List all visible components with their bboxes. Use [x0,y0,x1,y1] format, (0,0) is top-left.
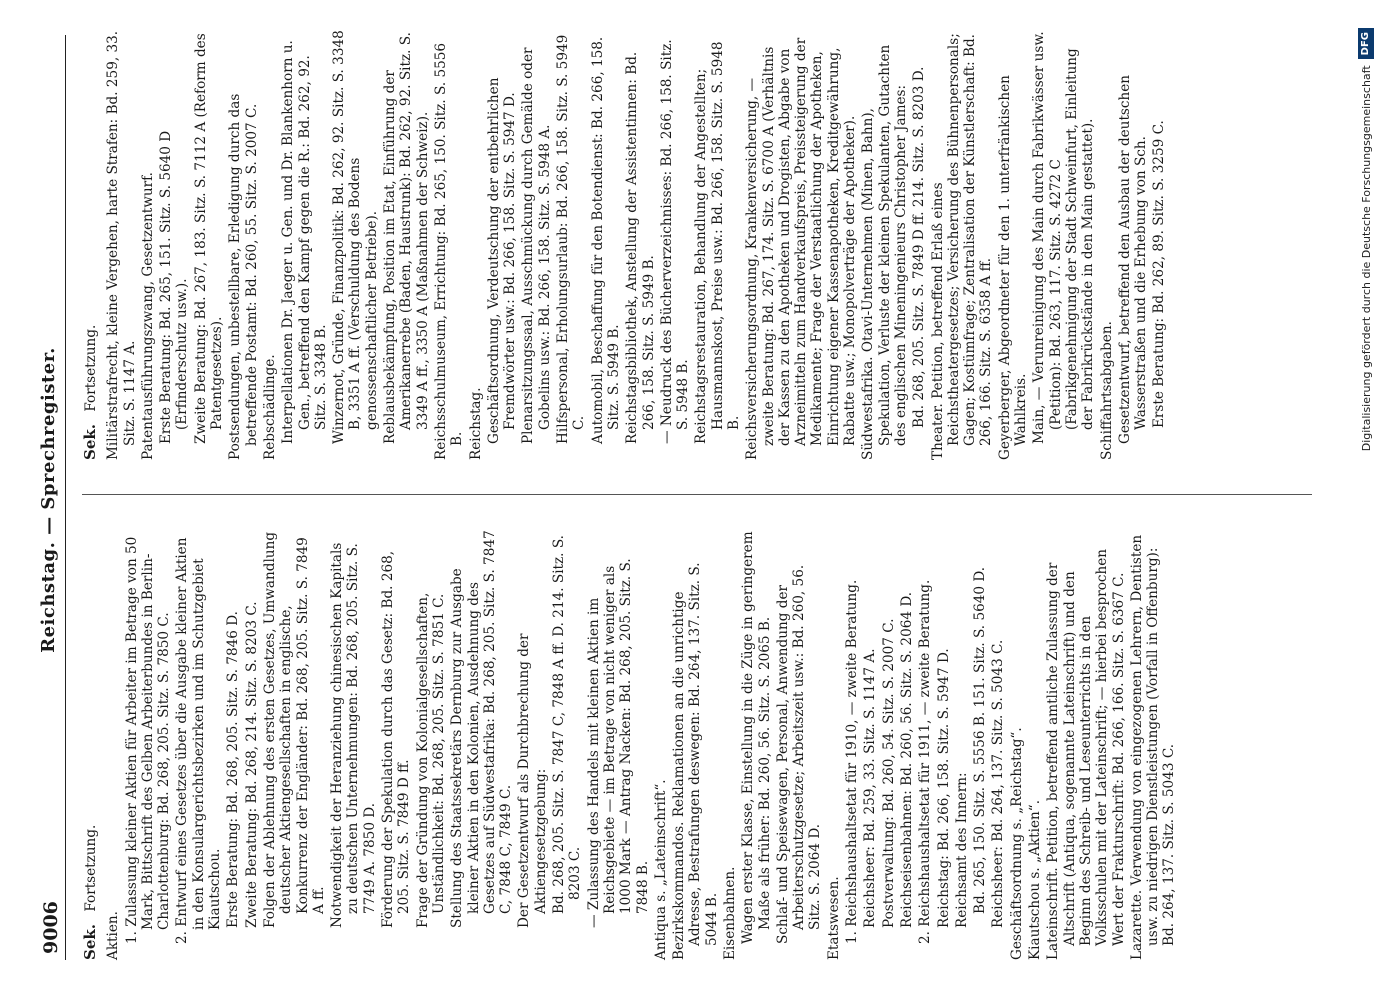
column-head-label: Sek. [81,424,99,460]
index-entry: Postsendungen, unbestellbare, Erledigung durch das betreffende Postamt: Bd. 260, 55. Sitz. S. 2007 C. [227,93,260,460]
index-entry: Reichsversicherungsordnung, Krankenversicherung, — zweite Beratung: Bd. 267, 174. Sitz. S. 6700 A (Verhältnis der Kassen zu den Apotheken und Drogisten, Abgabe von Arzneimitteln zum Handverkaufspreis, Preissteigerung der Medikamente; Frage der Verstaatlichung der Apotheken, Einrichtung eigener Kassenapotheken, Kreditgewährung, Rabatte usw.; Monopolverträge der Apotheker). [744,37,859,460]
index-entry: Geschäftsordnung s. „Reichstag“. [1008,727,1025,960]
right-column-head [82,30,99,460]
index-entry: Gesetzentwurf, betreffend den Ausbau der deutschen Wasserstraßen und die Erhebung von Sch. [1116,74,1150,444]
index-entry: Kiautschou s. „Aktien“. [1027,799,1044,960]
index-entry: — Zulassung des Handels mit kleinen Aktien im Reichsgebiete — im Betrage von nicht weniger als 1000 Mark — Antrag Nacken: Bd. 268, 205. Sitz. S. 7848 B. [585,558,651,928]
index-entry: Reichsschulmuseum, Errichtung: Bd. 265, 150. Sitz. S. 5556 B. [432,42,466,460]
index-entry: Rebschädlinge. [261,354,278,460]
index-entry: Bd. 268, 205. Sitz. S. 7847 C, 7848 A ff. D. 214. Sitz. S. 8203 C. [551,535,584,914]
dfg-logo: DFG [1358,28,1374,59]
index-entry: Zweite Beratung: Bd. 267, 183. Sitz. S. 7112 A (Reform des Patentgesetzes). [192,33,226,444]
index-entry: Lateinschrift. Petition, betreffend amtliche Zulassung der Altschrift (Antiqua, sogenannte Lateinschrift) und den Beginn des Schreib- und Leseunterrichts in den Volksschulen mit der Lateinschrift; — hierbei besprochen Wert der Frakturschrift: Bd. 266, 166. Sitz. S. 6367 C. [1045,548,1127,960]
index-entry: Militärstrafrecht, kleine Vergehen, harte Strafen: Bd. 259, 33. Sitz. S. 1147 A. [105,30,138,460]
index-entry: Lazarette. Verwendung von eingezogenen Lehrern, Dentisten usw. zu niedrigen Dienstleistungen (Vorfall in Offenburg): Bd. 264, 137. Sitz. S. 5043 C. [1128,534,1178,960]
index-entry: 1. Zulassung kleiner Aktien für Arbeiter im Betrage von 50 Mark, Bittschrift des Gelben Arbeiterbundes in Berlin-Charlottenburg: Bd. 268, 205. Sitz. S. 7850 C. [123,536,173,944]
index-entry: Reichstagsrestauration, Behandlung der Angestellten; Hausmannskost, Preise usw.: Bd. 266, 158. Sitz. S. 5948 B. [693,41,742,444]
header-rule [65,35,66,960]
index-entry: Automobil, Beschaffung für den Botendienst: Bd. 266, 158. Sitz. S. 5949 B. [589,36,622,444]
index-entry: Der Gesetzentwurf als Durchbrechung der Aktiengesetzgebung: [516,633,549,928]
index-entry: 2. Reichshaushaltsetat für 1911, — zweite Beratung. [917,579,934,944]
index-entry: Interpellationen Dr. Jaeger u. Gen. und Dr. Blankenhorn u. Gen., betreffend den Kampf gegen die R.: Bd. 262, 92. Sitz. S. 3348 B. [280,40,329,444]
index-entry: Reblausbekämpfung, Position im Etat, Einführung der Amerikanerrebe (Baden, Haustrunk): Bd. 262, 92. Sitz. S. 3349 A ff., 3350 A (Maßnahmen der Schweiz). [382,32,431,444]
index-entry: Postverwaltung: Bd. 260, 54. Sitz. S. 2007 C. [880,618,897,928]
left-column [82,530,1180,960]
index-entry: Geyerberger, Abgeordneter für den 1. unterfränkischen Wahlkreis. [996,75,1030,460]
digitization-footer [1356,28,1376,988]
column-head-text: Fortsetzung. [83,824,99,912]
index-entry: Antiqua s. „Lateinschrift“. [652,779,669,960]
index-entry: Aktien. [105,911,122,960]
index-entry: Theater. Petition, betreffend Erlaß eines Reichstheatergesetzes; Versicherung des Bühnenpersonals; Gagen; Kostümfrage; Zentralisation der Künstlerschaft: Bd. 266, 166. Sitz. S. 6358 A ff. [929,33,995,460]
index-entry: Reichstagsbibliothek, Anstellung der Assistentinnen: Bd. 266, 158. Sitz. S. 5949 B. [624,51,657,444]
index-entry: Frage der Gründung von Kolonialgesellschaften, Unständlichkeit: Bd. 268, 205. Sitz. S. 7851 C. [414,592,447,928]
index-entry: Stellung des Staatssekretärs Dernburg zur Ausgabe kleiner Aktien in den Kolonien, Ausdehnung des Gesetzes auf Südwestafrika: Bd. 268, 205. Sitz. S. 7847 C, 7848 C, 7849 C. [449,530,515,928]
index-entry: Erste Beratung: Bd. 268, 205. Sitz. S. 7846 D. [225,611,242,928]
right-column [82,30,1170,460]
index-entry: Plenarsitzungssaal, Ausschmückung durch Gemälde oder Gobelins usw.: Bd. 266, 158. Sitz. S. 5948 A. [520,47,553,444]
index-entry: Folgen der Ablehnung des ersten Gesetzes, Umwandlung deutscher Aktiengesellschaften in englische, Konkurrenz der Engländer: Bd. 268, 205. Sitz. S. 7849 A ff. [261,531,327,928]
index-entry: Wagen erster Klasse, Einstellung in die Züge in geringerem Maße als früher: Bd. 260, 56. Sitz. S. 2065 B. [740,531,773,944]
index-entry: Reichsamt des Innern: [953,772,970,928]
index-entry: Bd. 265, 150. Sitz. S. 5556 B. 151. Sitz. S. 5640 D. [972,566,989,914]
index-entry: Etatswesen. [825,876,842,960]
index-entry: Eisenbahnen. [721,866,738,960]
left-entry-list [105,530,1177,960]
page-number: 9006 [40,901,62,954]
index-entry: Reichstag. [467,387,484,460]
index-entry: Südwestafrika. Otavi-Unternehmen (Minen, Bahn), Spekulation, Verluste der kleinen Spekulanten, Gutachten des englischen Mineningenieurs Christopher James: [860,44,909,460]
index-entry: Winzernot, Gründe, Finanzpolitik: Bd. 262, 92. Sitz. S. 3348 B, 3351 A ff. (Verschuldung des Bodens genossenschaftlicher Betriebe). [331,30,380,444]
index-entry: Geschäftsordnung, Verdeutschung der entbehrlichen Fremdwörter usw.: Bd. 266, 158. Sitz. S. 5947 D. [485,77,519,444]
index-entry: Hilfspersonal, Erholungsurlaub: Bd. 266, 158. Sitz. S. 5949 C. [555,34,588,444]
index-entry: Förderung der Spekulation durch das Gesetz: Bd. 268, 205. Sitz. S. 7849 D ff. [380,550,413,928]
index-entry: Reichsheer: Bd. 259, 33. Sitz. S. 1147 A. [862,648,879,928]
running-head: Reichstag. — Sprechregister. [38,347,59,653]
footer-text: Digitalisierung gefördert durch die Deutsche Forschungsgemeinschaft [1359,65,1373,452]
index-entry: Zweite Beratung: Bd. 268, 214. Sitz. S. 8203 C. [243,601,260,928]
index-entry: Reichstag: Bd. 266, 158. Sitz. S. 5947 D. [935,648,952,928]
left-column-head [82,530,99,960]
index-entry: Bezirkskommandos. Reklamationen an die unrichtige Adresse, Bestrafungen deswegen: Bd. 264, 137. Sitz. S. 5044 B. [671,562,720,960]
index-entry: Notwendigkeit der Heranziehung chinesischen Kapitals zu deutschen Unternehmungen: Bd. 268, 205. Sitz. S. 7749 A. 7850 D. [329,542,378,928]
index-entry: — Neudruck des Bücherverzeichnisses: Bd. 266, 158. Sitz. S. 5948 B. [658,39,692,444]
column-head-label: Sek. [81,924,99,960]
index-entry: Reichseisenbahnen: Bd. 260, 56. Sitz. S. 2064 D. [898,591,915,928]
column-head-text: Fortsetzung. [83,324,99,412]
index-entry: Schiffahrtsabgaben. [1098,321,1115,460]
index-entry: Erste Beratung: Bd. 262, 89. Sitz. S. 3259 C. [1151,120,1168,428]
index-entry: Reichsheer: Bd. 264, 137. Sitz. S. 5043 C. [990,639,1007,928]
right-entry-list [105,30,1167,460]
column-divider [82,494,1312,495]
index-entry: Erste Beratung: Bd. 265, 151. Sitz. S. 5640 D (Erfinderschutz usw.). [158,130,191,444]
index-entry: Main, — Verunreinigung des Main durch Fabrikwässer usw. (Petition): Bd. 263, 117. Sitz. S. 4272 C (Fabrikgenehmigung der Stadt Schweinfurt, Einleitung der Fabrikrückstände in den Main gestattet). [1031,31,1097,444]
index-entry: Schlaf- und Speisewagen, Personal, Anwendung der Arbeiterschutzgesetze; Arbeitszeit usw.: Bd. 260, 56. Sitz. S. 2064 D. [774,564,824,944]
index-entry: 1. Reichshaushaltsetat für 1910, — zweite Beratung. [844,579,861,944]
index-entry: Patentausführungszwang, Gesetzentwurf. [139,172,156,460]
index-entry: Bd. 268, 205. Sitz. S. 7849 D ff. 214. Sitz. S. 8203 D. [911,66,928,428]
index-entry: 2. Entwurf eines Gesetzes über die Ausgabe kleiner Aktien in den Konsulargerichtsbezirken und im Schutzgebiet Kiautschou. [174,537,224,944]
